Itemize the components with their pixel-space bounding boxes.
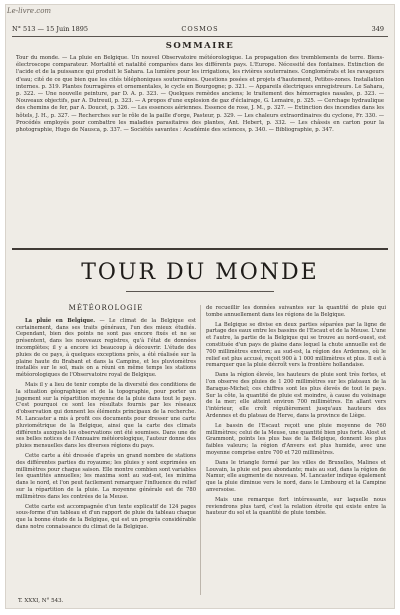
- running-header: [6, 25, 394, 35]
- article-paragraph: Dans le triangle formé par les villes de Bruxelles, Malines et Louvain, la pluie est peu abondante; mais au sud, dans la région de Namur, elle augmente de nouveau. M. Lancaster indique également que la pluie diminue vers le nord, dans le Limbourg et la Campine anversoise.: [206, 459, 386, 493]
- scanned-page: [6, 5, 394, 608]
- site-logo: Le-livre.com: [7, 7, 52, 15]
- lead-term: La pluie en Belgique.: [25, 317, 96, 324]
- sommaire-heading: SOMMAIRE: [165, 41, 235, 51]
- tour-du-monde-title: TOUR DU MONDE: [81, 260, 319, 285]
- article-paragraph: Cette carte a été dressée d'après un grand nombre de stations des différentes parties du royaume; les pluies y sont exprimées en millimètres pour chaque saison. Elle montre combien sont variables les quantités annuelles; les maxima sont au sud-est, les minima dans le nord, et l'on peut facilement remarquer l'influence du relief sur la répartition de la pluie. La moyenne générale est de 780 millimètres dans les contrées de la Meuse.: [16, 452, 196, 500]
- journal-title: COSMOS: [181, 25, 219, 33]
- article-paragraph: Mais une remarque fort intéressante, sur laquelle nous reviendrons plus tard, c'est la relation étroite qui existe entre la hauteur du sol et la quantité de pluie tombée.: [206, 496, 386, 517]
- article-paragraph: Mais il y a lieu de tenir compte de la diversité des conditions de la situation géographique et de la topographie, pour porter un jugement sur la répartition moyenne de la pluie dans tout le pays. C'est pourquoi ce sont les résultats fournis par les réseaux d'observation qui donnent les éléments principaux de la recherche. M. Lancaster a mis à profit ces documents pour dresser une carte pluviométrique de la Belgique, ainsi que la carte des climats différents auxquels les observations ont été soumises. Dans une de ses belles notices de l'Annuaire météorologique, l'auteur donne des pluies mensuelles dans les diverses régions du pays.: [16, 381, 196, 450]
- sommaire-text: Tour du monde. — La pluie en Belgique. Un nouvel Observatoire météorologique. La propagation des tremblements de terre. Biens-électroscope comparateur. Mortalité et natalité comparées dans les différents pays. L'Europe. Nécessité des fontaines. Extinction de l'acide et de la puissance qui produit le Sahara. La lumière pour les irrigations, les rivières souterraines. Conglomérats et les ravageurs d'eau; cité de ce que bien que les cités téléphoniques souterraines. Questions posées et projets d'hautement, Petites-zones. Installation internes. p. 319. Plantes fourragères et ornementales, le cycle en Bourgogne; p. 321. — Appareils électriques enregistreurs. Le Sahara, p. 322. — Une nouvelle peinture, par D. A. p. 323. — Quelques remèdes anciens; le traitement des hémorragies nasales, p. 323. — Nouveaux objectifs, par A. Dutreuil, p. 323. — A propos d'une explosion de gaz d'éclairage, G. Lemaire, p. 325. — Cerchage hydraulique des chemins de fer, par A. Doucet, p. 326. — Les essences aériennes. Essence de rose, J. M., p. 327. — Extinction des incendies dans les hôtels, J. H., p. 327. — Recherches sur le rôle de la paille d'orge, Pasteur, p. 329. — Les chaleurs extraordinaires du cyclone, Fr. 330. — Procédés employés pour combattre les maladies parasitaires des plantes, Ant. Hebert, p. 332. — Les châssis en carton pour la photographie, Hugo de Nausca, p. 337. — Sociétés savantes : Académie des sciences, p. 340. — Bibliographie, p. 347.: [16, 55, 384, 134]
- page-number: 349: [371, 25, 384, 33]
- article-paragraph: de recueillir les données suivantes sur la quantité de pluie qui tombe annuellement dans les régions de la Belgique.: [206, 305, 386, 318]
- article-paragraph: Le bassin de l'Escaut reçoit une pluie moyenne de 760 millimètres; celui de la Meuse, une quantité bien plus forte. Alost et Grammont, points les plus bas de la Belgique, donnent les plus faibles valeurs; la région d'Anvers est plus humide, avec une moyenne comprise entre 700 et 720 millimètres.: [206, 422, 386, 456]
- article-paragraph: La Belgique se divise en deux parties séparées par la ligne de partage des eaux entre les bassins de l'Escaut et de la Meuse. L'une et l'autre, la partie de la Belgique qui se trouve au nord-ouest, est constituée d'un pays de plaine dans lequel la chute annuelle est de 700 millimètres environ; au sud-est, la région des Ardennes, où le relief est plus accusé, reçoit 900 à 1 000 millimètres et plus. Il est à remarquer que la pluie décroît vers la frontière hollandaise.: [206, 321, 386, 369]
- footer-signature: T. XXXI, N° 543.: [18, 598, 64, 604]
- article-paragraph: La pluie en Belgique. — Le climat de la Belgique est certainement, dans ses traits généraux, l'un des mieux étudiés. Cependant, bien des points ne sont pas encore fixés et ne se présentent, dans les nouveaux registres, qu'à l'état de données incomplètes; il y a encore ici beaucoup à découvrir. L'étude des pluies de ce pays, à quelques exceptions près, a été réalisée sur la plaine haute du Brabant et dans la Campine, et les pluviomètres installés sur le sol, mais on a réuni en même temps les stations météorologiques de l'Observatoire royal de Belgique.: [16, 317, 196, 379]
- article-paragraph: Cette carte est accompagnée d'un texte explicatif de 124 pages sous-forme d'un tableau et d'un rapport de pluie du tableau chaque que la bonne étude de la Belgique, qui est un progrès considérable dans notre connaissance du climat de la Belgique.: [16, 503, 196, 530]
- issue-number: N° 513 — 15 Juin 1895: [12, 25, 89, 33]
- title-rule: [126, 291, 274, 292]
- section-heading: MÉTÉOROLOGIE: [68, 304, 144, 312]
- article-column-left: [16, 305, 196, 534]
- header-rule: [12, 36, 388, 37]
- article-column-right: [206, 305, 386, 520]
- column-divider: [200, 305, 201, 595]
- section-rule: [12, 248, 388, 250]
- site-banner: [6, 5, 394, 19]
- article-paragraph: Dans la région élevée, les hauteurs de pluie sont très fortes, et l'on observe des pluies de 1 200 millimètres sur les plateaux de la Baraque-Michel; ces chiffres sont les plus élevés de tout le pays. Sur la côte, la quantité de pluie est moindre, à cause du voisinage de la mer; elle atteint environ 700 millimètres. En allant vers l'intérieur, elle croît régulièrement jusqu'aux hauteurs des Ardennes et du plateau de Herve, dans la province de Liège.: [206, 372, 386, 419]
